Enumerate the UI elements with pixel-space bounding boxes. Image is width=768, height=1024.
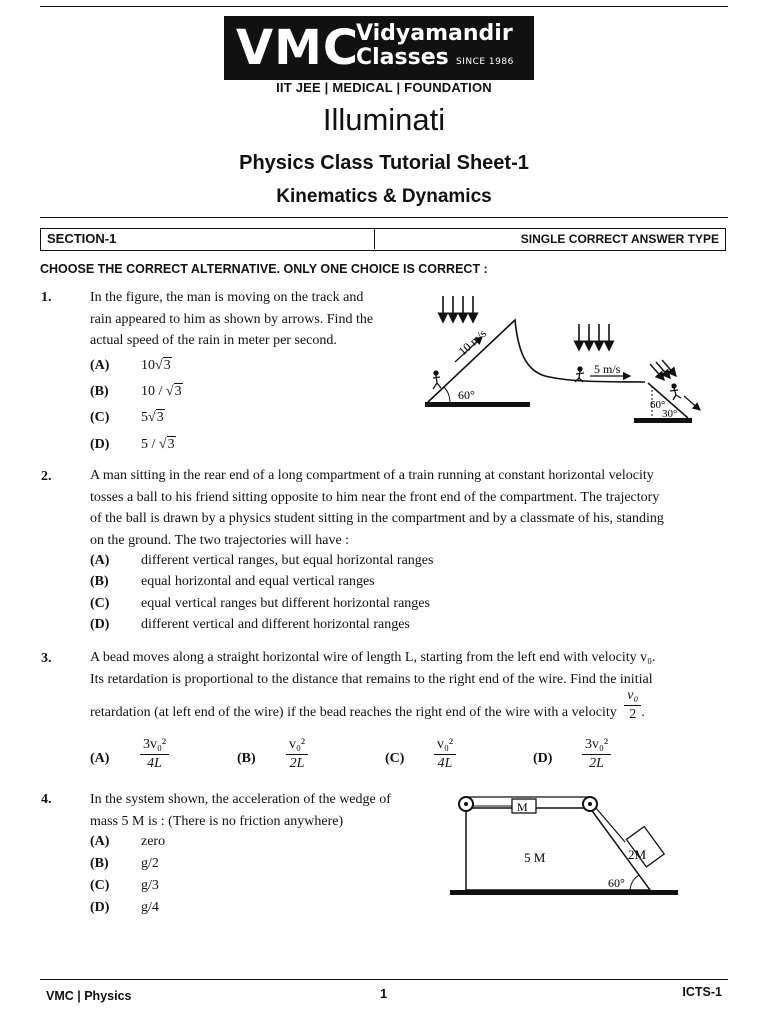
- q2-option-a[interactable]: different vertical ranges, but equal horizontal ranges: [141, 553, 434, 568]
- q2-line: of the ball is drawn by a physics student sitting in the compartment and by a classmate of his, standing: [90, 511, 664, 526]
- q4-option-c[interactable]: g/3: [141, 878, 159, 893]
- sqrt: √3: [148, 410, 164, 425]
- q3-option-label: (C): [385, 751, 405, 766]
- frac-den: 2L: [289, 756, 305, 771]
- incline-speed-label: 10 m/s: [455, 326, 490, 359]
- q2-option-label: (B): [90, 574, 109, 589]
- wedge-label: 5 M: [524, 850, 546, 865]
- q4-option-label: (D): [90, 900, 110, 915]
- coef: 10: [141, 384, 155, 399]
- q3-line3-text: retardation (at left end of the wire) if the bead reaches the right end of the wire with a velocity: [90, 705, 617, 720]
- q2-option-label: (D): [90, 617, 110, 632]
- q1-option-label: (D): [90, 437, 110, 452]
- q4-option-b[interactable]: g/2: [141, 856, 159, 871]
- q4-option-d[interactable]: g/4: [141, 900, 159, 915]
- frac-num: 3v₀²: [582, 737, 611, 755]
- frac-den: 4L: [437, 756, 453, 771]
- section-name: SECTION-1: [41, 229, 375, 249]
- q3-number: 3.: [41, 651, 52, 666]
- q2-option-label: (C): [90, 596, 110, 611]
- q2-line: A man sitting in the rear end of a long compartment of a train running at constant horizontal velocity: [90, 468, 654, 483]
- angle-right-bottom-label: 30°: [662, 408, 678, 420]
- angle-left-label: 60°: [458, 388, 475, 402]
- q1-option-label: (A): [90, 358, 110, 373]
- sep: /: [155, 384, 166, 399]
- flat-speed-label: 5 m/s: [594, 362, 621, 376]
- footer-rule: [40, 979, 728, 980]
- frac-den: 4L: [147, 756, 162, 771]
- frac-num: 3v₀²: [140, 737, 169, 755]
- q1-line: actual speed of the rain in meter per second.: [90, 333, 337, 348]
- q3-line1: A bead moves along a straight horizontal wire of length L, starting from the left end with velocity v₀.: [90, 650, 656, 665]
- instruction: CHOOSE THE CORRECT ALTERNATIVE. ONLY ONE CHOICE IS CORRECT :: [40, 262, 488, 276]
- q4-option-label: (B): [90, 856, 109, 871]
- q2-option-d[interactable]: different vertical and different horizontal ranges: [141, 617, 410, 632]
- q3-option-label: (D): [533, 751, 553, 766]
- page-title: Illuminati: [322, 102, 446, 137]
- pulley-axle-icon: [588, 802, 592, 806]
- sqrt: √3: [165, 384, 182, 399]
- frac-num: v₀²: [434, 737, 456, 755]
- q2-line: tosses a ball to his friend sitting opposite to him near the front end of the compartment. The trajectory: [90, 489, 660, 505]
- topic-heading: Kinematics & Dynamics: [276, 186, 492, 207]
- logo-since: SINCE 1986: [456, 57, 514, 67]
- coef: 5: [141, 410, 148, 425]
- radicand: 3: [156, 410, 164, 425]
- frac-num: v₀²: [286, 737, 308, 755]
- sheet-code: ICTS-1: [682, 985, 722, 999]
- frac-den: 2L: [589, 756, 604, 771]
- logo-name-line2: Classes: [356, 45, 449, 70]
- pulley-axle-icon: [464, 802, 468, 806]
- q2-number: 2.: [41, 469, 52, 484]
- footer-subject: VMC | Physics: [46, 989, 132, 1003]
- sqrt: √3: [155, 358, 171, 373]
- coef: 10: [141, 358, 155, 373]
- q1-number: 1.: [41, 290, 52, 305]
- q1-option-label: (C): [90, 410, 110, 425]
- q2-option-label: (A): [90, 553, 110, 568]
- block-m-label: M: [517, 800, 528, 814]
- q1-line: rain appeared to him as shown by arrows. Find the: [90, 311, 374, 327]
- q4-option-label: (C): [90, 878, 110, 893]
- q1-line: In the figure, the man is moving on the track and: [90, 290, 364, 305]
- q2-line: on the ground. The two trajectories will have :: [90, 532, 350, 548]
- angle-right-top-label: 60°: [650, 399, 666, 411]
- section-type: SINGLE CORRECT ANSWER TYPE: [520, 232, 719, 246]
- q2-option-b[interactable]: equal horizontal and equal vertical ranges: [141, 574, 375, 589]
- q4-number: 4.: [41, 792, 52, 807]
- sep: /: [148, 437, 159, 452]
- tagline: IIT JEE | MEDICAL | FOUNDATION: [276, 80, 492, 95]
- q3-line2: Its retardation is proportional to the distance that remains to the right end of the wire. Find the initial: [90, 672, 653, 687]
- q4-option-a[interactable]: zero: [141, 834, 166, 849]
- q4-option-label: (A): [90, 834, 110, 849]
- q2-option-c[interactable]: equal vertical ranges but different horizontal ranges: [141, 596, 430, 611]
- logo-name-line1: Vidyamandir: [356, 21, 513, 46]
- radicand: 3: [167, 437, 175, 452]
- q1-option-label: (B): [90, 384, 109, 399]
- q3-line3: retardation (at left end of the wire) if the bead reaches the right end of the wire with a velocity $\frac{\text{v₀}}{2}$ .: [90, 688, 645, 723]
- radicand: 3: [163, 358, 171, 373]
- q4-line: In the system shown, the acceleration of the wedge of: [90, 792, 391, 807]
- sheet-subtitle: Physics Class Tutorial Sheet-1: [239, 152, 529, 174]
- q4-line: mass 5 M is : (There is no friction anywhere): [90, 813, 344, 829]
- q3-option-label: (B): [237, 751, 256, 766]
- q3-option-label: (A): [90, 751, 110, 766]
- frac-den: 2: [629, 707, 637, 723]
- logo-mark: VMC: [236, 20, 360, 76]
- radicand: 3: [174, 384, 182, 399]
- wedge-angle-label: 60°: [608, 876, 625, 890]
- block-2m-label: 2M: [628, 847, 647, 862]
- sqrt: √3: [158, 437, 175, 452]
- page-number: 1: [380, 986, 388, 1001]
- frac-num: v₀: [624, 688, 641, 706]
- coef: 5: [141, 437, 148, 452]
